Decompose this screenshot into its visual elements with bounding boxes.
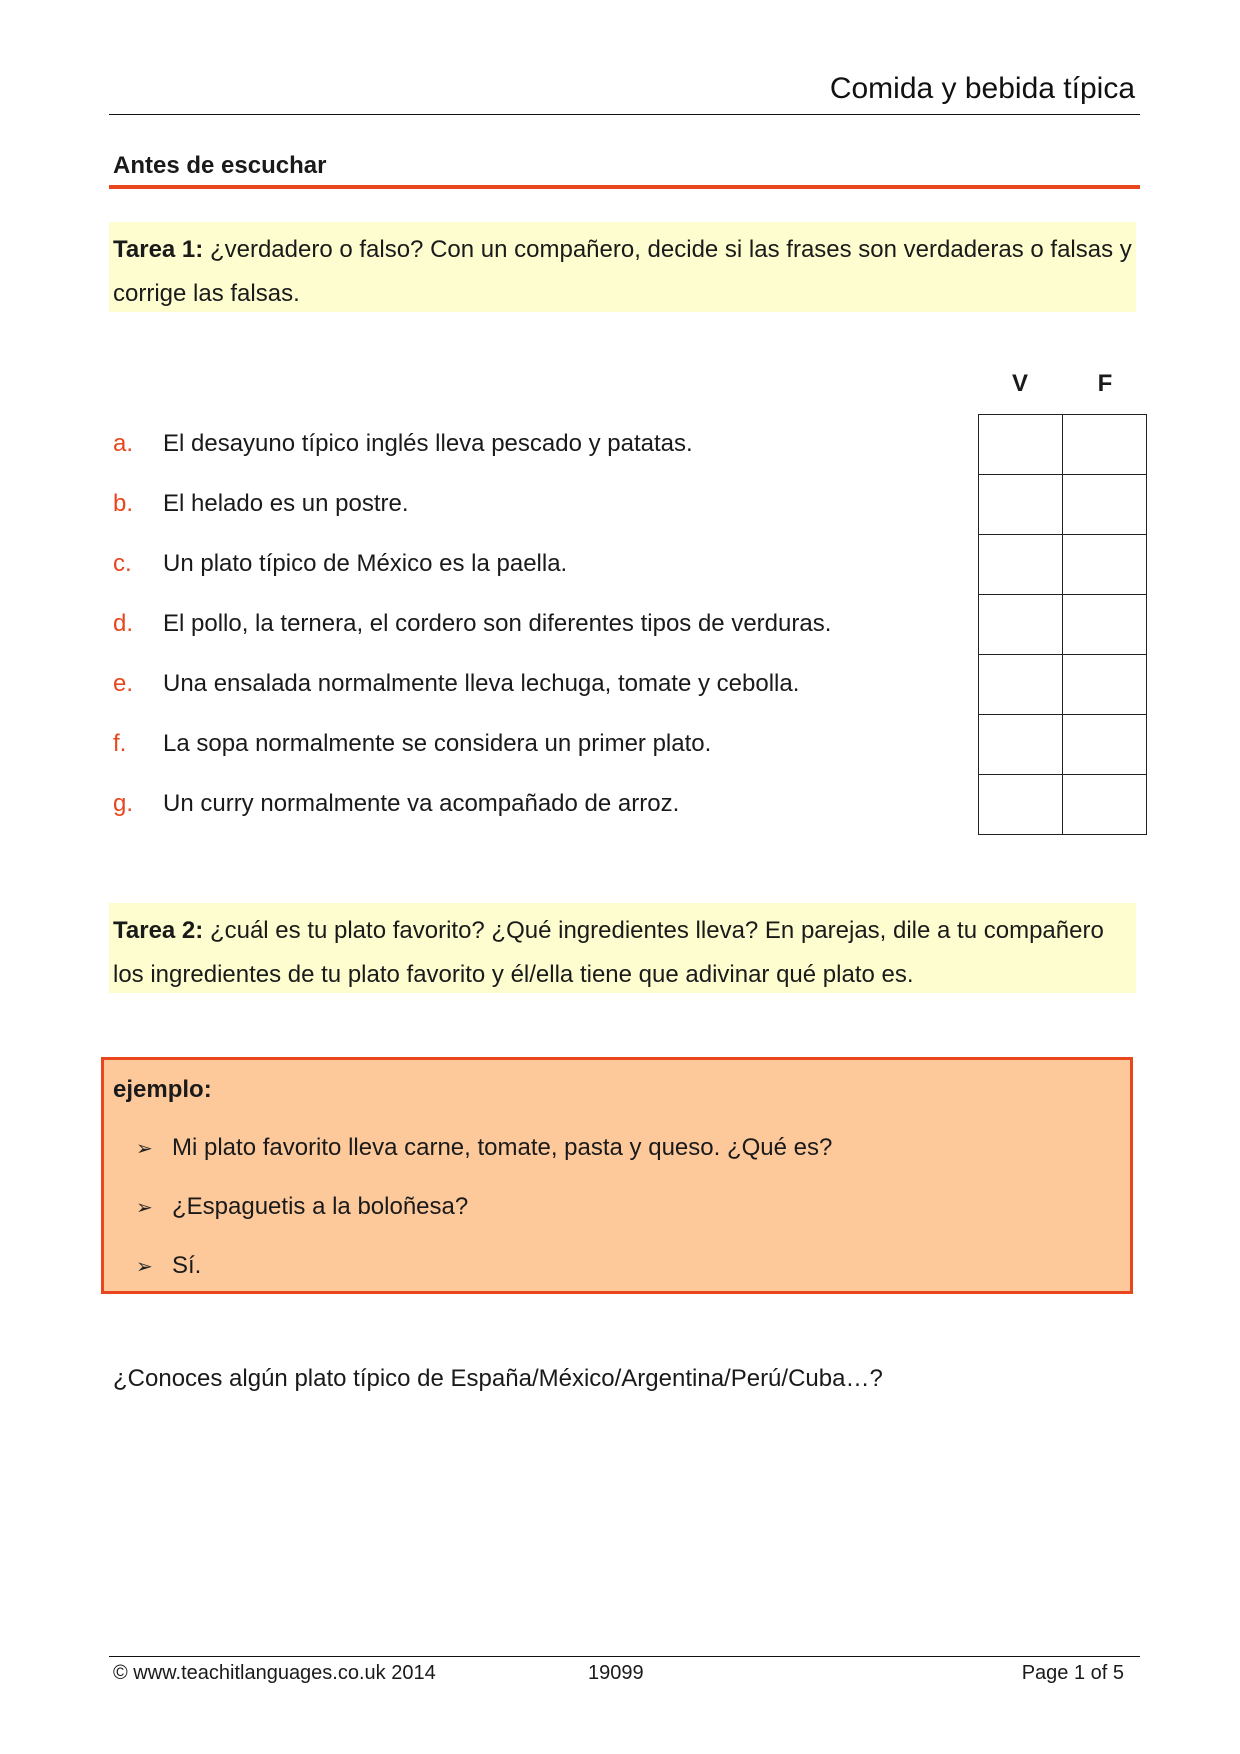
- example-line-text: ¿Espaguetis a la boloñesa?: [172, 1193, 469, 1220]
- statement-text: El helado es un postre.: [163, 490, 409, 517]
- statement-item: [113, 544, 567, 584]
- checkbox-a-v[interactable]: [979, 415, 1063, 475]
- checkbox-b-v[interactable]: [979, 475, 1063, 535]
- column-header-falso: F: [1097, 370, 1113, 397]
- statement-letter: g.: [113, 790, 134, 817]
- statement-text: Un curry normalmente va acompañado de arroz.: [163, 790, 680, 817]
- checkbox-a-f[interactable]: [1063, 415, 1147, 475]
- section-title: Antes de escuchar: [113, 152, 327, 179]
- example-box: [101, 1057, 1133, 1294]
- grid-row-g: [979, 775, 1147, 835]
- task-2-text: ¿cuál es tu plato favorito? ¿Qué ingredientes lleva? En parejas, dile a tu compañero los ingredientes de tu plato favorito y él/ella tiene que adivinar qué plato es.: [113, 917, 1104, 988]
- task-1-text: ¿verdadero o falso? Con un compañero, decide si las frases son verdaderas o falsas y corrige las falsas.: [113, 236, 1132, 307]
- checkbox-g-v[interactable]: [979, 775, 1063, 835]
- checkbox-e-f[interactable]: [1063, 655, 1147, 715]
- statement-text: El pollo, la ternera, el cordero son diferentes tipos de verduras.: [163, 610, 832, 637]
- statement-letter: e.: [113, 670, 134, 697]
- checkbox-g-f[interactable]: [1063, 775, 1147, 835]
- arrow-bullet-icon: ➢: [136, 1197, 153, 1219]
- checkbox-c-f[interactable]: [1063, 535, 1147, 595]
- example-line-text: Mi plato favorito lleva carne, tomate, pasta y queso. ¿Qué es?: [172, 1134, 833, 1161]
- statement-text: Un plato típico de México es la paella.: [163, 550, 568, 577]
- discussion-question: ¿Conoces algún plato típico de España/México/Argentina/Perú/Cuba…?: [113, 1365, 883, 1392]
- task-2-label: Tarea 2:: [113, 917, 204, 944]
- grid-row-f: [979, 715, 1147, 775]
- example-line: [136, 1128, 832, 1169]
- statement-item: [113, 724, 711, 764]
- checkbox-b-f[interactable]: [1063, 475, 1147, 535]
- grid-row-e: [979, 655, 1147, 715]
- document-title: Comida y bebida típica: [829, 72, 1135, 105]
- column-header-verdadero: V: [1011, 370, 1028, 397]
- grid-row-c: [979, 535, 1147, 595]
- statement-letter: b.: [113, 490, 134, 517]
- checkbox-f-v[interactable]: [979, 715, 1063, 775]
- statement-letter: f.: [113, 730, 127, 757]
- statement-letter: c.: [113, 550, 132, 577]
- task-1-label: Tarea 1:: [113, 236, 204, 263]
- statement-item: [113, 424, 693, 464]
- checkbox-f-f[interactable]: [1063, 715, 1147, 775]
- section-divider: [109, 185, 1140, 189]
- statement-text: El desayuno típico inglés lleva pescado y patatas.: [163, 430, 693, 457]
- example-line: [136, 1246, 201, 1287]
- arrow-bullet-icon: ➢: [136, 1138, 153, 1160]
- example-line-text: Sí.: [172, 1252, 202, 1279]
- footer-resource-code: 19099: [588, 1662, 644, 1684]
- true-false-grid: [978, 414, 1147, 835]
- footer-page-number: Page 1 of 5: [1021, 1662, 1124, 1684]
- statement-text: Una ensalada normalmente lleva lechuga, tomate y cebolla.: [163, 670, 800, 697]
- example-line: [136, 1187, 468, 1228]
- checkbox-c-v[interactable]: [979, 535, 1063, 595]
- task-2-box: [109, 903, 1136, 993]
- example-label: ejemplo:: [113, 1076, 212, 1103]
- grid-row-a: [979, 415, 1147, 475]
- footer-copyright: © www.teachitlanguages.co.uk 2014: [113, 1662, 436, 1684]
- statement-item: [113, 784, 679, 824]
- header-divider: [109, 114, 1140, 115]
- checkbox-e-v[interactable]: [979, 655, 1063, 715]
- statement-letter: d.: [113, 610, 134, 637]
- statement-item: [113, 604, 831, 644]
- checkbox-d-v[interactable]: [979, 595, 1063, 655]
- statement-text: La sopa normalmente se considera un primer plato.: [163, 730, 712, 757]
- statement-letter: a.: [113, 430, 134, 457]
- statement-item: [113, 484, 409, 524]
- grid-row-d: [979, 595, 1147, 655]
- grid-row-b: [979, 475, 1147, 535]
- statement-item: [113, 664, 799, 704]
- footer-divider: [109, 1656, 1140, 1657]
- arrow-bullet-icon: ➢: [136, 1256, 153, 1278]
- checkbox-d-f[interactable]: [1063, 595, 1147, 655]
- task-1-box: [109, 222, 1136, 312]
